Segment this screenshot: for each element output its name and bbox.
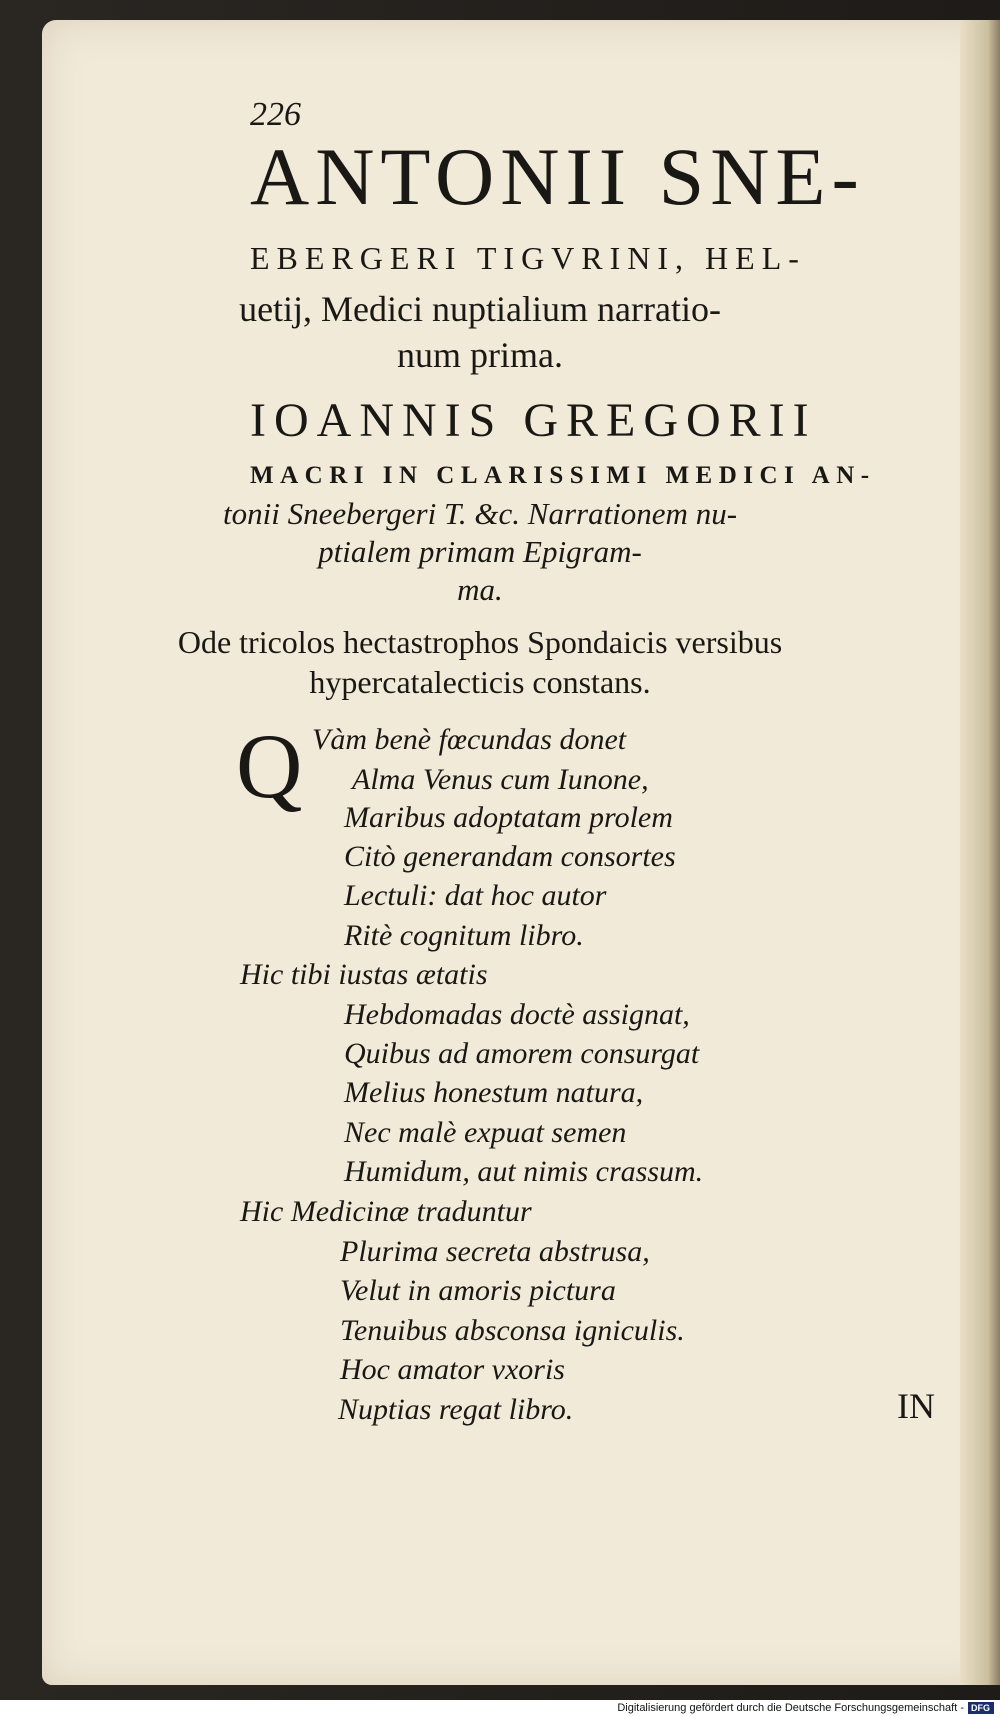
ode-line-1: Ode tricolos hectastrophos Spondaicis versibus: [177, 624, 783, 660]
verse-line: Nec malè expuat semen: [344, 1116, 627, 1149]
subheading-line-1: MACRI IN CLARISSIMI MEDICI AN-: [250, 462, 876, 489]
subheading-line-2: tonii Sneebergeri T. &c. Narrationem nu-: [222, 496, 738, 531]
verse-line: Hoc amator vxoris: [340, 1353, 565, 1386]
verse-line: Humidum, aut nimis crassum.: [344, 1155, 704, 1188]
verse-line: Velut in amoris pictura: [340, 1274, 616, 1307]
verse-line: Alma Venus cum Iunone,: [352, 763, 649, 796]
title-line-2: EBERGERI TIGVRINI, HEL-: [250, 240, 806, 276]
verse-line: Quibus ad amorem consurgat: [344, 1037, 700, 1070]
verse-line: Hic Medicinæ traduntur: [240, 1195, 532, 1228]
verse-line: Maribus adoptatam prolem: [344, 801, 673, 834]
verse-line: Tenuibus absconsa igniculis.: [340, 1314, 685, 1347]
page-edge: [960, 20, 1000, 1685]
verse-line: Vàm benè fœcundas donet: [312, 723, 627, 756]
verse-line: Citò generandam consortes: [344, 840, 676, 873]
subheading-line-4: ma.: [457, 572, 503, 607]
verse-line: Plurima secreta abstrusa,: [340, 1235, 650, 1268]
title-line-3: uetij, Medici nuptialium narratio-: [239, 289, 721, 329]
verse-line: Melius honestum natura,: [344, 1076, 644, 1109]
ode-line-2: hypercatalecticis constans.: [309, 664, 651, 700]
footer-text: Digitalisierung gefördert durch die Deutsche Forschungsgemeinschaft -: [617, 1702, 964, 1714]
digitization-footer: [0, 1700, 1000, 1717]
verse-line: Ritè cognitum libro.: [344, 919, 584, 952]
dfg-logo: DFG: [968, 1702, 994, 1714]
page-number: 226: [250, 96, 301, 133]
verse-line: Nuptias regat libro.: [338, 1393, 574, 1426]
heading-ioannis: IOANNIS GREGORII: [250, 394, 817, 447]
verse-line: Hebdomadas doctè assignat,: [344, 998, 690, 1031]
drop-cap: Q: [236, 715, 303, 817]
subheading-line-3: ptialem primam Epigram-: [318, 534, 642, 569]
title-line-1: ANTONII SNE-: [250, 131, 865, 222]
title-line-4: num prima.: [397, 335, 563, 375]
catchword: IN: [897, 1386, 935, 1426]
verse-line: Hic tibi iustas ætatis: [240, 958, 488, 991]
verse-line: Lectuli: dat hoc autor: [344, 879, 607, 912]
